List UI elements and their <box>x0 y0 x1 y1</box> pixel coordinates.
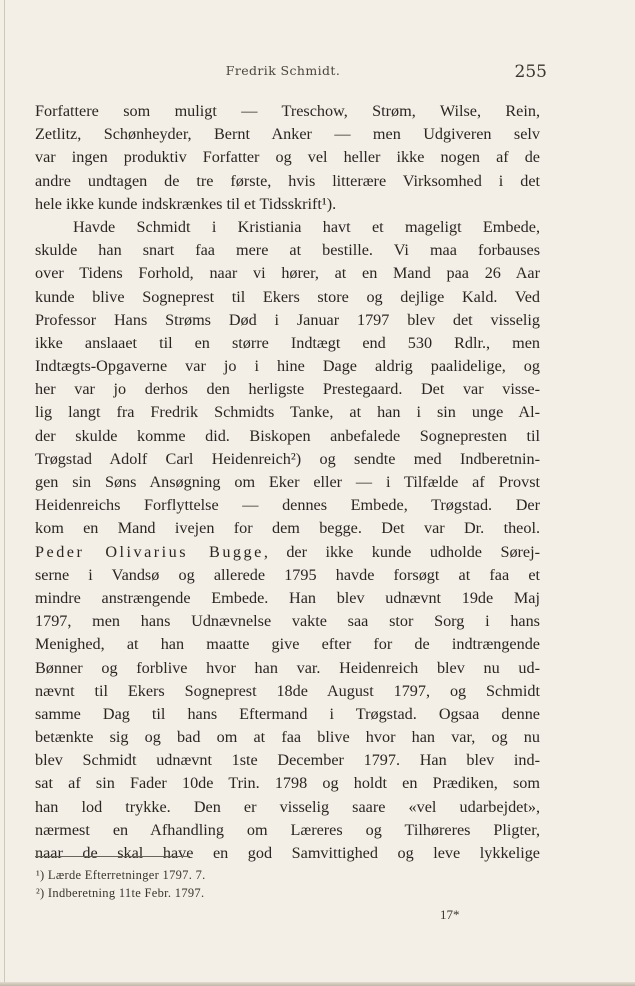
text-line: her var jo derhos den herligste Prestegaard. Det var visse- <box>35 380 540 399</box>
text-line: naar de skal have en god Samvittighed og leve lykkelige <box>35 844 540 862</box>
text-line: kunde blive Sogneprest til Ekers store og dejlige Kald. Ved <box>35 287 540 306</box>
spaced-name: Peder Olivarius Bugge <box>35 542 264 561</box>
text-line: Menighed, at han maatte give efter for de indtrængende <box>35 635 540 654</box>
text-line: betænkte sig og bad om at faa blive hvor han var, og nu <box>35 728 540 747</box>
text-line: hele ikke kunde indskrænkes til et Tidsskrift¹). <box>35 194 337 213</box>
text-line: mindre anstrængende Embede. Han blev udnævnt 19de Maj <box>35 588 540 607</box>
footnote: ¹) Lærde Efterretninger 1797. 7. <box>36 868 206 882</box>
text-line: nærmest en Afhandling om Læreres og Tilhøreres Pligter, <box>35 820 540 839</box>
text-line: Bønner og forblive hvor han var. Heidenreich blev nu ud- <box>35 658 540 677</box>
text-line: Trøgstad Adolf Carl Heidenreich²) og sendte med Indberetnin- <box>35 449 540 468</box>
text-line: skulde han snart faa mere at bestille. Vi maa forbauses <box>35 241 540 260</box>
text-line: kom en Mand ivejen for dem begge. Det var Dr. theol. <box>35 519 540 538</box>
text-line: Indtægts-Opgaverne var jo i hine Dage aldrig paalidelige, og <box>35 357 540 376</box>
text-line: Havde Schmidt i Kristiania havt et mageligt Embede, <box>73 217 540 236</box>
text-line: lig langt fra Fredrik Schmidts Tanke, at han i sin unge Al- <box>35 403 540 422</box>
text-line: over Tidens Forhold, naar vi hører, at en Mand paa 26 Aar <box>35 264 540 283</box>
text-line: der skulde komme did. Biskopen anbefalede Sognepresten til <box>35 426 540 445</box>
text-line: gen sin Søns Ansøgning om Eker eller — i Tilfælde af Provst <box>35 473 540 491</box>
text-line: serne i Vandsø og allerede 1795 havde forsøgt at faa et <box>35 565 540 584</box>
text-line: Peder Olivarius Bugge, der ikke kunde udholde Sørej- <box>35 542 541 561</box>
text-line: Zetlitz, Schønheyder, Bernt Anker — men Udgiveren selv <box>35 125 540 144</box>
footnote-divider <box>35 856 190 857</box>
text-line: Professor Hans Strøms Død i Januar 1797 blev det visselig <box>35 310 540 329</box>
text-line: samme Dag til hans Eftermand i Trøgstad. Ogsaa denne <box>35 704 540 723</box>
text-line: Heidenreichs Forflyttelse — dennes Embede, Trøgstad. Der <box>35 496 540 515</box>
page-margin-edge <box>4 0 5 986</box>
running-title: Fredrik Schmidt. <box>225 63 341 78</box>
text-line: ikke anslaaet til en større Indtægt end 530 Rdlr., men <box>35 333 540 352</box>
body-text <box>35 100 540 865</box>
text-line: sat af sin Fader 10de Trin. 1798 og holdt en Prædiken, som <box>35 774 540 793</box>
text-line: nævnt til Ekers Sogneprest 18de August 1797, og Schmidt <box>35 681 540 700</box>
page-number: 255 <box>514 62 547 82</box>
text-line: 1797, men hans Udnævnelse vakte saa stor Sorg i hans <box>35 612 540 631</box>
text-line: blev Schmidt udnævnt 1ste December 1797. Han blev ind- <box>35 751 540 770</box>
footnote: ²) Indberetning 11te Febr. 1797. <box>36 886 205 900</box>
footnotes <box>36 866 206 902</box>
text-line: var ingen produktiv Forfatter og vel heller ikke nogen af de <box>35 148 540 167</box>
text-line: han lod trykke. Den er visselig saare «vel udarbejdet», <box>35 797 540 816</box>
signature-mark: 17* <box>440 907 460 922</box>
text-line: andre undtagen de tre første, hvis litterære Virksomhed i det <box>35 171 540 190</box>
text-line: Forfattere som muligt — Treschow, Strøm, Wilse, Rein, <box>35 102 540 120</box>
page-bottom-edge <box>0 982 635 986</box>
